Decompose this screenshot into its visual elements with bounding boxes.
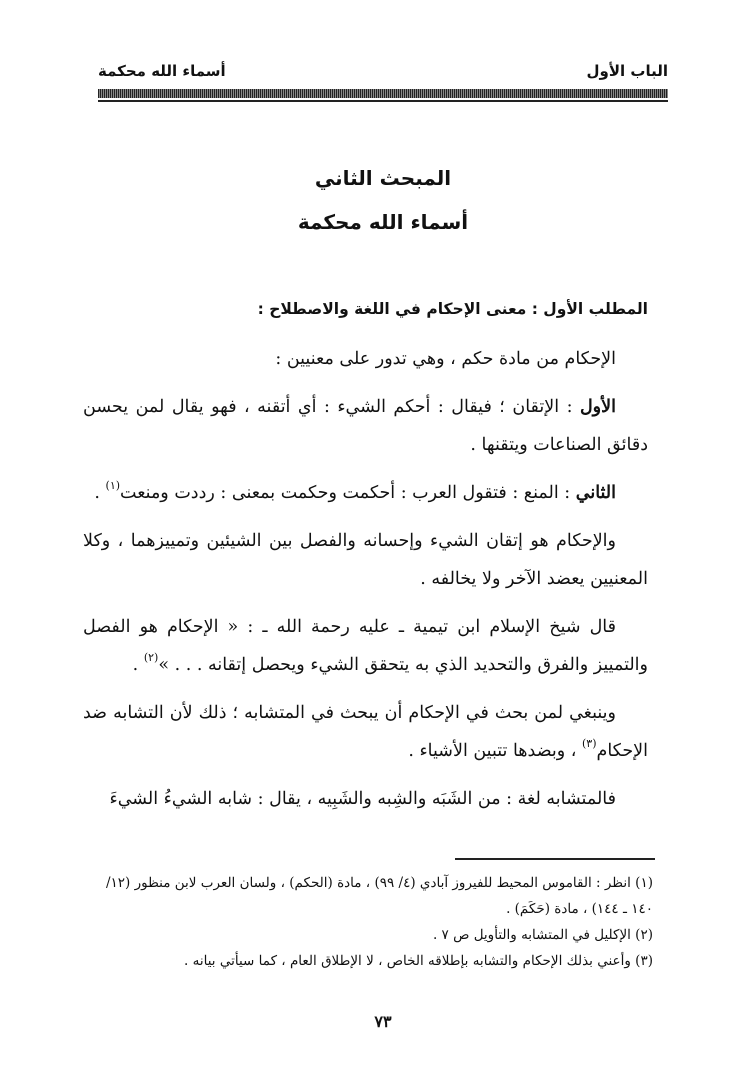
paragraph-text: قال شيخ الإسلام ابن تيمية ـ عليه رحمة الله ـ : « الإحكام هو الفصل والتمييز والفرق والتحديد الذي به يتحقق الشيء ويحصل إتقانه . . . » xyxy=(83,617,648,675)
footnote: (١) انظر : القاموس المحيط للفيروز آبادي (٤/ ٩٩) ، مادة (الحكم) ، ولسان العرب لابن منظور (١٢/ ١٤٠ ـ ١٤٤) ، مادة (حَكَمَ) . xyxy=(105,875,653,917)
header-rule-thin xyxy=(98,100,668,102)
page-number: ٧٣ xyxy=(374,1012,392,1031)
paragraph-text: والإحكام هو إتقان الشيء وإحسانه والفصل بين الشيئين وتمييزهما ، وكلا المعنيين يعضد الآخر ولا يخالفه . xyxy=(83,531,648,589)
footnote: (٢) الإكليل في المتشابه والتأويل ص ٧ . xyxy=(432,927,653,943)
paragraph-end: . xyxy=(94,483,106,503)
footnotes xyxy=(88,870,653,974)
footnote-ref: (٢) xyxy=(143,651,159,664)
body-text xyxy=(83,340,648,828)
paragraph xyxy=(83,340,648,378)
footnote-ref: (١) xyxy=(105,479,121,492)
topic-title: أسماء الله محكمة xyxy=(297,210,469,234)
chapter-label: الباب الأول xyxy=(586,62,668,80)
paragraph-end: ، وبضدها تتبين الأشياء . xyxy=(408,741,582,761)
book-title: أسماء الله محكمة xyxy=(98,62,226,80)
term-label: الأول xyxy=(579,397,616,417)
paragraph xyxy=(83,780,648,818)
paragraph xyxy=(83,474,648,512)
footnote-separator xyxy=(455,858,655,860)
paragraph-text: الإحكام من مادة حكم ، وهي تدور على معنيين : xyxy=(275,349,616,369)
section-heading: المطلب الأول : معنى الإحكام في اللغة والاصطلاح : xyxy=(257,300,648,318)
paragraph-text: فالمتشابه لغة : من الشَبَه والشِبه والشَبِيه ، يقال : شابه الشيءُ الشيءَ xyxy=(109,789,616,809)
footnote: (٣) وأعني بذلك الإحكام والتشابه بإطلاقه الخاص ، لا الإطلاق العام ، كما سيأتي بيانه . xyxy=(184,953,653,969)
header-rule xyxy=(98,89,668,98)
paragraph-text: وينبغي لمن بحث في الإحكام أن يبحث في المتشابه ؛ ذلك لأن التشابه ضد الإحكام xyxy=(83,703,648,761)
footnote-ref: (٣) xyxy=(581,737,597,750)
paragraph xyxy=(83,522,648,598)
term-label: الثاني xyxy=(575,483,616,503)
paragraph-text: : الإتقان ؛ فيقال : أحكم الشيء : أي أتقنه ، فهو يقال لمن يحسن دقائق الصناعات ويتقنها . xyxy=(83,397,648,455)
subject-title: المبحث الثاني xyxy=(314,166,452,190)
paragraph-end: . xyxy=(132,655,144,675)
paragraph xyxy=(83,388,648,464)
paragraph xyxy=(83,694,648,770)
running-header xyxy=(98,58,668,88)
paragraph xyxy=(83,608,648,684)
paragraph-text: : المنع : فتقول العرب : أحكمت وحكمت بمعنى : رددت ومنعت xyxy=(120,483,571,503)
